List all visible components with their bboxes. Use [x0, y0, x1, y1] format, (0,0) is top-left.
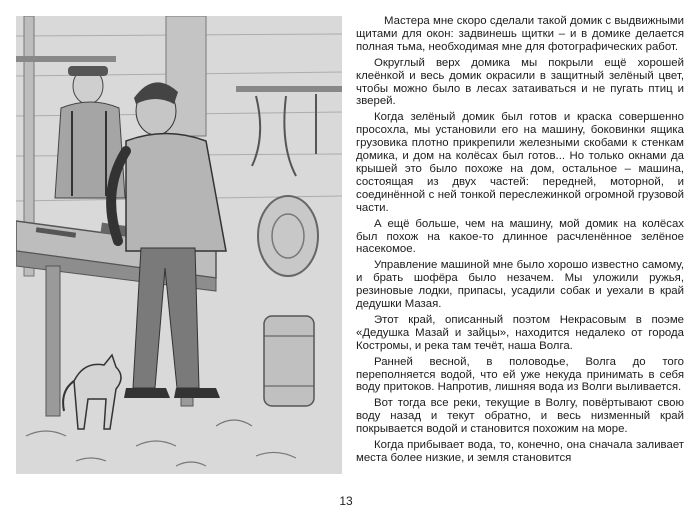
paragraph: Округлый верх домика мы покрыли ещё хорошей клеёнкой и весь домик окрасили в защитный зелёный цвет, чтобы можно было в лесах затаиваться и не пугать птиц и зверей.: [356, 56, 684, 108]
paragraph: Этот край, описанный поэтом Некрасовым в поэме «Дедушка Мазай и зайцы», находится недалеко от города Костромы, и река там течёт, наша Волга.: [356, 313, 684, 352]
paragraph: А ещё больше, чем на машину, мой домик на колёсах был похож на какое-то длинное расчленённое зелёное насекомое.: [356, 217, 684, 256]
paragraph: Управление машиной мне было хорошо известно самому, и брать шофёра было незачем. Мы уложили ружья, резиновые лодки, припасы, усадили собак и уехали в край дедушки Мазая.: [356, 259, 684, 311]
paragraph: Ранней весной, в половодье, Волга до того переполняется водой, что ей уже некуда принимать в себя воду притоков. Напротив, лишняя вода из Волги выливается.: [356, 355, 684, 394]
workshop-illustration: [16, 16, 342, 474]
paragraph: Мастера мне скоро сделали такой домик с выдвижными щитами для окон: задвинешь щитки – и в домике делается полная тьма, необходимая мне для фотографических работ.: [356, 15, 684, 53]
paragraph: Вот тогда все реки, текущие в Волгу, повёртывают свою воду назад и текут обратно, и весь низменный край покрывается водой и становится похожим на море.: [356, 397, 684, 436]
paragraph: Когда прибывает вода, то, конечно, она сначала заливает места более низкие, и земля становится: [356, 439, 684, 464]
illustration-workshop-icon: [16, 16, 342, 474]
paragraph: Когда зелёный домик был готов и краска совершенно просохла, мы установили его на машину, боковинки ящика грузовика плотно прикрепили железными скобами к стенкам домика, и дом на колёсах был готов... Но только окнами да крышей это было похоже на дом, остальное – машина, состоящая из двух частей: передней, моторной, и соединённой с ней тонкой переслежинкой огромной грузовой части.: [356, 111, 684, 214]
text-column: [356, 15, 684, 468]
page-number: 13: [339, 494, 353, 508]
